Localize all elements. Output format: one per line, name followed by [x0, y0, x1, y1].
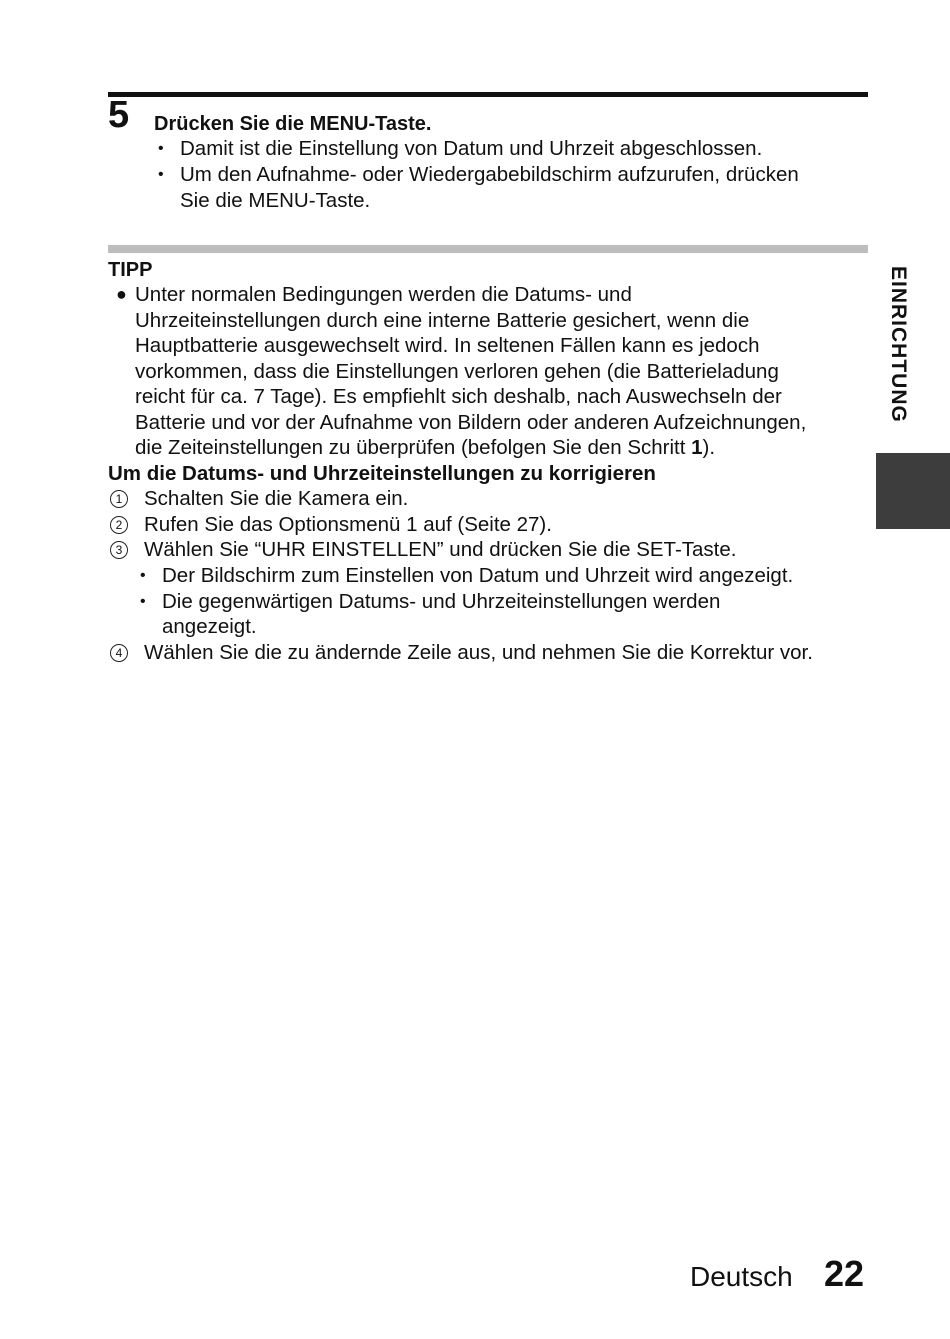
bullet-icon: •	[140, 593, 146, 610]
step-bullet-2: Um den Aufnahme- oder Wiedergabebildschirm aufzurufen, drücken	[180, 163, 799, 186]
step-number: 5	[108, 94, 130, 136]
page-number: 22	[824, 1253, 865, 1294]
bullet-icon: •	[158, 166, 164, 183]
correction-step-3: Wählen Sie “UHR EINSTELLEN” und drücken Sie die SET-Taste.	[144, 538, 737, 561]
bullet-icon: •	[158, 140, 164, 157]
tip-line-1: Unter normalen Bedingungen werden die Datums- und	[135, 283, 632, 306]
step-bullet-2-continued: Sie die MENU-Taste.	[180, 189, 371, 212]
step-bullet-1: Damit ist die Einstellung von Datum und Uhrzeit abgeschlossen.	[180, 137, 763, 160]
footer-language: Deutsch	[690, 1261, 793, 1292]
step-circle-4-icon: 4	[110, 644, 128, 662]
step-reference: 1	[691, 436, 703, 459]
correction-heading: Um die Datums- und Uhrzeiteinstellungen zu korrigieren	[108, 462, 656, 485]
correction-step-1: Schalten Sie die Kamera ein.	[144, 487, 409, 510]
step-circle-3-icon: 3	[110, 541, 128, 559]
tip-line-3: Hauptbatterie ausgewechselt wird. In seltenen Fällen kann es jedoch	[135, 334, 760, 357]
tip-line-2: Uhrzeiteinstellungen durch eine interne Batterie gesichert, wenn die	[135, 309, 750, 332]
bullet-icon: ●	[116, 284, 127, 304]
section-side-label: EINRICHTUNG	[887, 266, 910, 423]
tip-rule	[108, 245, 868, 253]
step-circle-1-icon: 1	[110, 490, 128, 508]
tip-line-6: Batterie und vor der Aufnahme von Bildern oder anderen Aufzeichnungen,	[135, 411, 807, 434]
step-title: Drücken Sie die MENU-Taste.	[154, 113, 432, 135]
step3-bullet-1: Der Bildschirm zum Einstellen von Datum und Uhrzeit wird angezeigt.	[162, 564, 794, 587]
top-rule	[108, 92, 868, 97]
correction-step-2: Rufen Sie das Optionsmenü 1 auf (Seite 27).	[144, 513, 552, 536]
section-side-tab	[876, 453, 950, 529]
step-circle-2-icon: 2	[110, 516, 128, 534]
tip-line-5: reicht für ca. 7 Tage). Es empfiehlt sich deshalb, nach Auswechseln der	[135, 385, 782, 408]
tip-heading: TIPP	[108, 259, 153, 281]
step3-bullet-2: Die gegenwärtigen Datums- und Uhrzeiteinstellungen werden	[162, 590, 721, 613]
tip-line-7: die Zeiteinstellungen zu überprüfen (befolgen Sie den Schritt 1).	[135, 436, 716, 459]
tip-line-4: vorkommen, dass die Einstellungen verloren gehen (die Batterieladung	[135, 360, 779, 383]
correction-step-4: Wählen Sie die zu ändernde Zeile aus, und nehmen Sie die Korrektur vor.	[144, 641, 813, 664]
step3-bullet-2-continued: angezeigt.	[162, 615, 257, 638]
bullet-icon: •	[140, 567, 146, 584]
